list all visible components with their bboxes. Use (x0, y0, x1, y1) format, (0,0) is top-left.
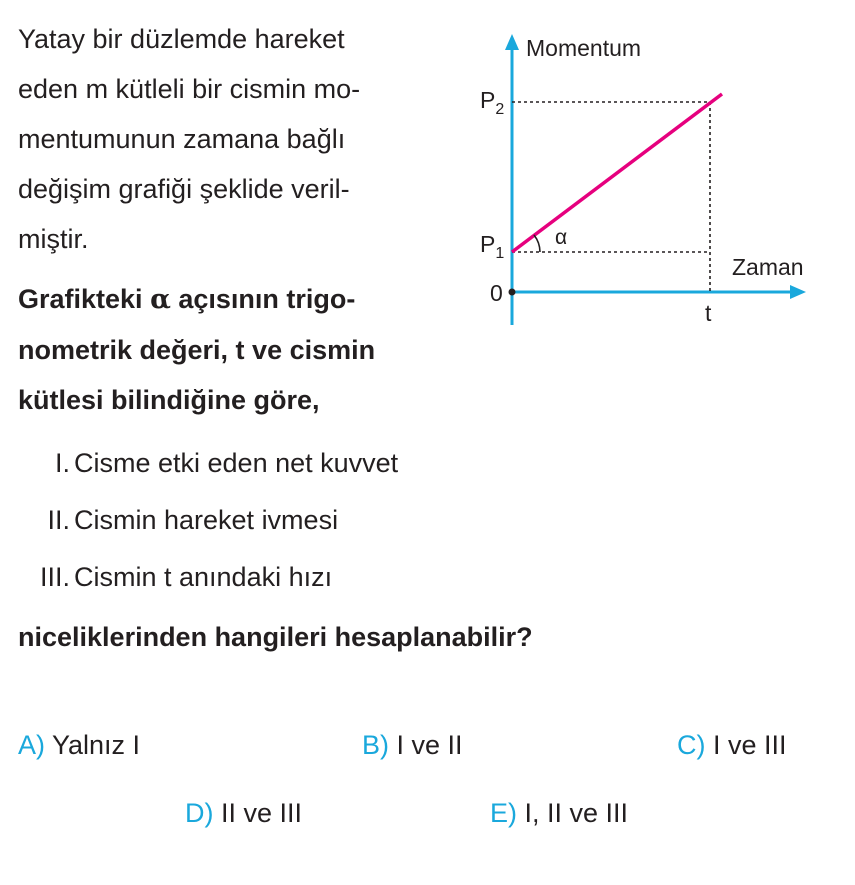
question-line-3: kütlesi bilindiğine göre, (18, 385, 320, 415)
statement-number: I. (54, 448, 70, 478)
p1-subscript: 1 (495, 245, 505, 262)
option-a[interactable] (18, 730, 140, 761)
angle-arc-icon (534, 235, 540, 252)
option-text: II ve III (221, 798, 303, 828)
problem-statement (18, 14, 458, 264)
momentum-line (512, 94, 722, 252)
intro-line: miştir. (18, 224, 89, 254)
question-line-1 (18, 274, 458, 325)
option-letter: B) (362, 730, 389, 760)
statement-text: Cismin t anındaki hızı (74, 562, 333, 592)
p1-letter: P (480, 231, 496, 257)
option-b[interactable] (362, 730, 463, 761)
y-axis-arrow-icon (505, 34, 519, 50)
intro-line: eden m kütleli bir cismin mo- (18, 74, 361, 104)
x-axis-label: Zaman (732, 254, 804, 280)
statement-number: II. (47, 505, 70, 535)
p1-label (480, 231, 504, 262)
intro-line: değişim grafiği şeklide veril- (18, 174, 350, 204)
statement-text: Cismin hareket ivmesi (74, 505, 339, 535)
option-text: Yalnız I (52, 730, 141, 760)
option-letter: E) (490, 798, 517, 828)
option-text: I ve II (396, 730, 463, 760)
option-letter: D) (185, 798, 214, 828)
question-line-2: nometrik değeri, t ve cismin (18, 335, 376, 365)
x-axis-arrow-icon (790, 285, 806, 299)
origin-dot (509, 289, 516, 296)
statement-number: III. (39, 562, 70, 592)
option-letter: C) (677, 730, 706, 760)
origin-label: 0 (490, 280, 503, 306)
statement-text: Cisme etki eden net kuvvet (74, 448, 399, 478)
question-prefix: Grafikteki (18, 284, 151, 314)
p2-letter: P (480, 87, 496, 113)
intro-line: mentumunun zamana bağlı (18, 124, 346, 154)
option-d[interactable] (185, 798, 302, 829)
y-axis-label: Momentum (526, 35, 642, 61)
question-suffix: açısının trigo- (170, 284, 356, 314)
option-c[interactable] (677, 730, 787, 761)
option-letter: A) (18, 730, 45, 760)
intro-line: Yatay bir düzlemde hareket (18, 24, 345, 54)
option-text: I ve III (713, 730, 787, 760)
question-text (18, 274, 458, 425)
momentum-time-graph (460, 20, 820, 340)
angle-label: α (555, 226, 568, 249)
option-text: I, II ve III (524, 798, 629, 828)
p2-label (480, 87, 504, 118)
option-e[interactable] (490, 798, 628, 829)
t-label: t (705, 300, 712, 326)
p2-subscript: 2 (495, 101, 505, 118)
final-question: niceliklerinden hangileri hesaplanabilir? (18, 622, 533, 652)
alpha-symbol: α (150, 284, 171, 315)
